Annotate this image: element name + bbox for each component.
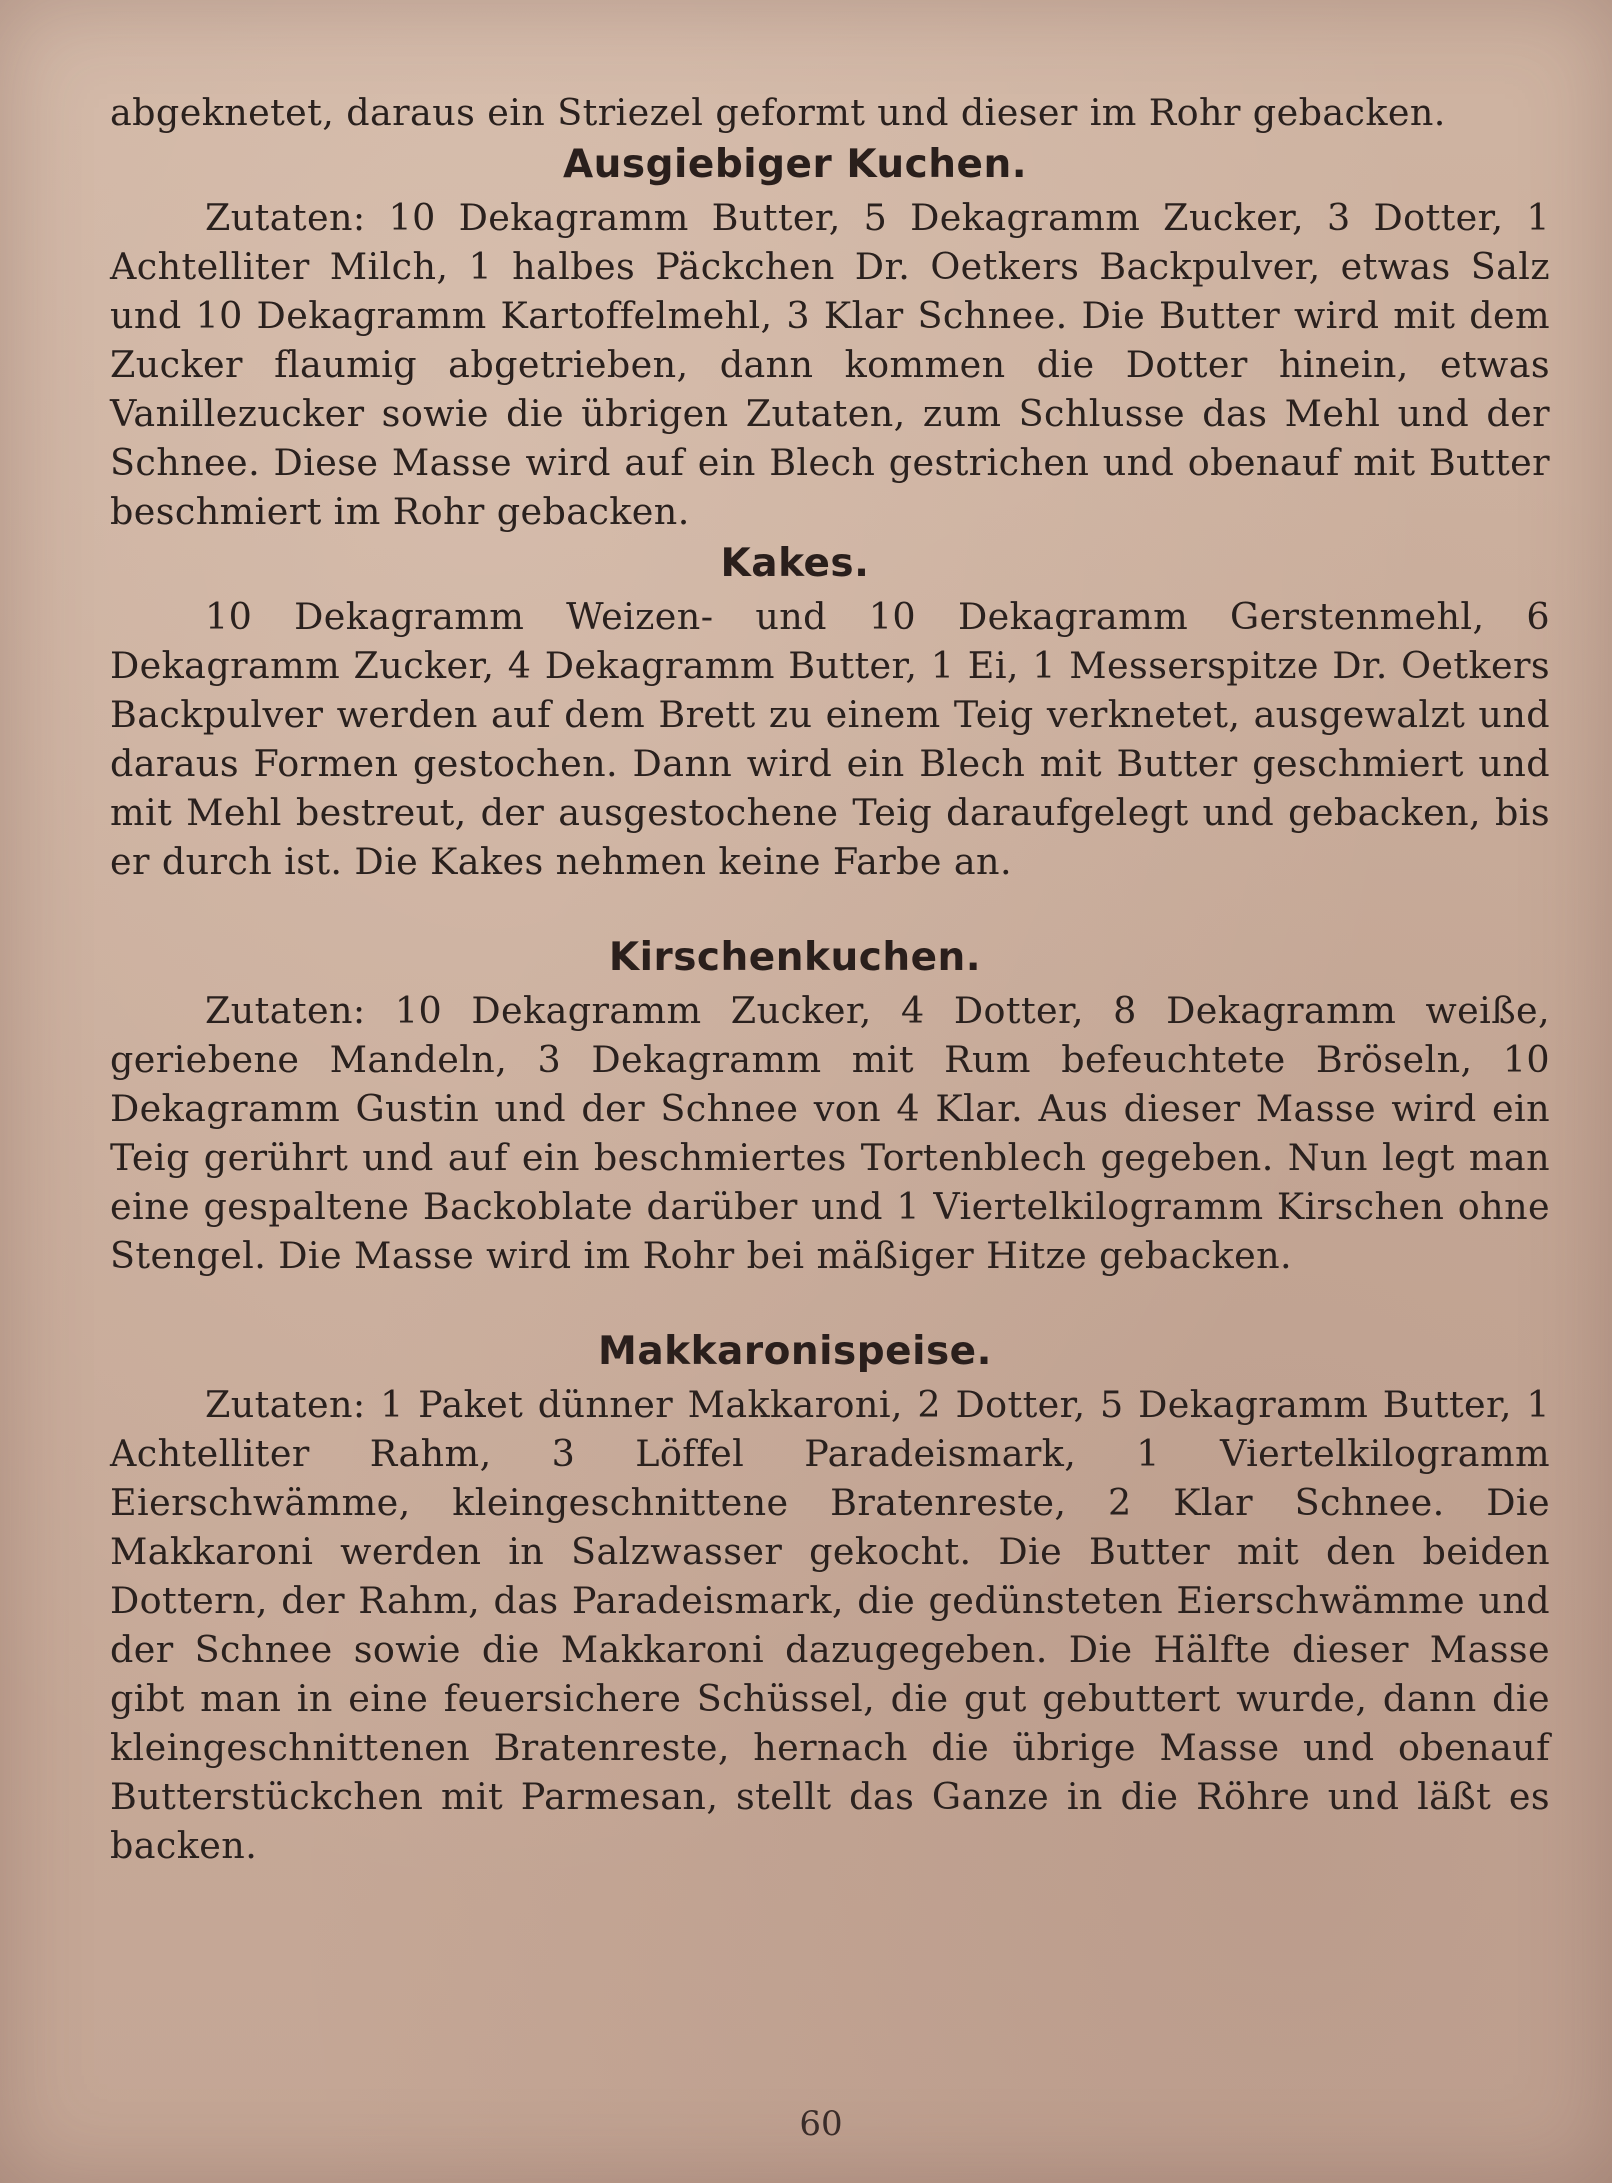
recipe-kakes — [110, 536, 1550, 886]
recipe-text: 10 Dekagramm Weizen- und 10 Dekagramm Gerstenmehl, 6 Dekagramm Zucker, 4 Dekagramm Butter, 1 Ei, 1 Messerspitze Dr. Oetkers Backpulver werden auf dem Brett zu einem Teig verknetet, ausgewalzt und daraus Formen gestochen. Dann wird ein Blech mit Butter geschmiert und mit Mehl bestreut, der ausgestochene Teig daraufgelegt und gebacken, bis er durch ist. Die Kakes nehmen keine Farbe an. — [110, 595, 1550, 883]
recipe-title: Makkaronispeise. — [598, 1329, 992, 1374]
spacer — [110, 886, 1550, 930]
spacer — [110, 1280, 1550, 1324]
recipe-text: Zutaten: 10 Dekagramm Zucker, 4 Dotter, 8 Dekagramm weiße, geriebene Mandeln, 3 Dekagramm mit Rum befeuchtete Bröseln, 10 Dekagramm Gustin und der Schnee von 4 Klar. Aus dieser Masse wird ein Teig gerührt und auf ein beschmiertes Tortenblech gegeben. Nun legt man eine gespaltene Backoblate darüber und 1 Viertelkilogramm Kirschen ohne Stengel. Die Masse wird im Rohr bei mäßiger Hitze gebacken. — [110, 989, 1550, 1277]
recipe-title: Ausgiebiger Kuchen. — [562, 142, 1028, 187]
continuation-paragraph: abgeknetet, daraus ein Striezel geformt und dieser im Rohr gebacken. — [110, 91, 1446, 134]
recipe-makkaronispeise — [110, 1324, 1550, 1870]
recipe-ausgiebiger-kuchen — [110, 137, 1550, 536]
recipe-text: Zutaten: 1 Paket dünner Makkaroni, 2 Dotter, 5 Dekagramm Butter, 1 Achtelliter Rahm, 3 Löffel Paradeismark, 1 Viertelkilogramm Eierschwämme, kleingeschnittene Bratenreste, 2 Klar Schnee. Die Makkaroni werden in Salzwasser gekocht. Die Butter mit den beiden Dottern, der Rahm, das Paradeismark, die gedünsteten Eierschwämme und der Schnee sowie die Makkaroni dazugegeben. Die Hälfte dieser Masse gibt man in eine feuersichere Schüssel, die gut gebuttert wurde, dann die kleingeschnittenen Bratenreste, hernach die übrige Masse und obenauf Butterstückchen mit Parmesan, stellt das Ganze in die Röhre und läßt es backen. — [110, 1383, 1550, 1867]
recipe-text: Zutaten: 10 Dekagramm Butter, 5 Dekagramm Zucker, 3 Dotter, 1 Achtelliter Milch, 1 halbes Päckchen Dr. Oetkers Backpulver, etwas Salz und 10 Dekagramm Kartoffelmehl, 3 Klar Schnee. Die Butter wird mit dem Zucker flaumig abgetrieben, dann kommen die Dotter hinein, etwas Vanillezucker sowie die übrigen Zutaten, zum Schlusse das Mehl und der Schnee. Diese Masse wird auf ein Blech gestrichen und obenauf mit Butter beschmiert im Rohr gebacken. — [110, 196, 1550, 533]
recipe-title: Kirschenkuchen. — [608, 935, 982, 980]
page-number: 60 — [799, 2104, 843, 2144]
recipe-title: Kakes. — [720, 541, 870, 586]
recipe-kirschenkuchen — [110, 930, 1550, 1280]
